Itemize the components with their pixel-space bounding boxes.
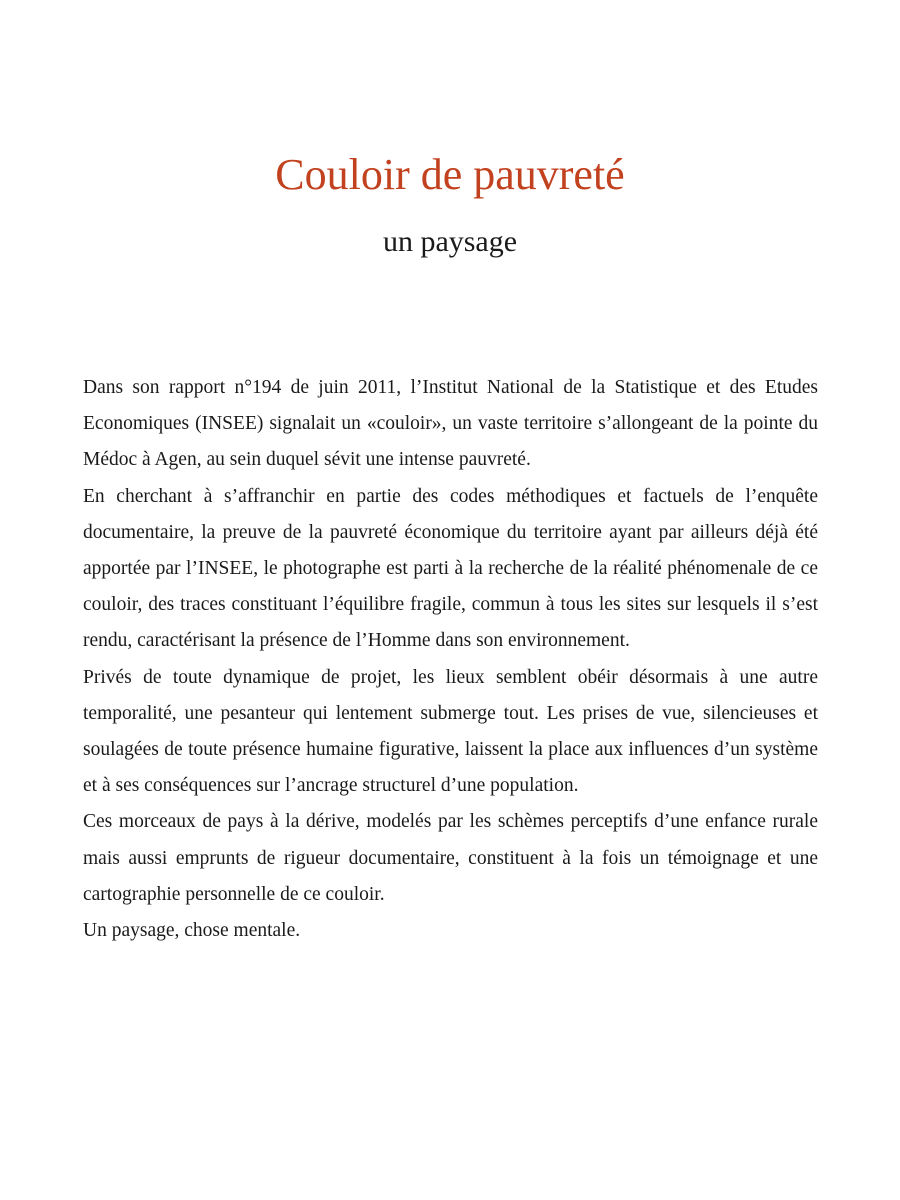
paragraph-2: En cherchant à s’affranchir en partie des codes méthodiques et factuels de l’enquête documentaire, la preuve de la pauvreté économique du territoire ayant par ailleurs déjà été apportée par l’INSEE, le photographe est parti à la recherche de la réalité phénomenale de ce couloir, des traces constituant l’équilibre fragile, commun à tous les sites sur lesquels il s’est rendu, caractérisant la présence de l’Homme dans son environnement.	[83, 485, 818, 652]
page-subtitle: un paysage	[382, 225, 518, 258]
body-text	[83, 370, 818, 949]
page-title: Couloir de pauvreté	[275, 150, 625, 199]
paragraph-3: Privés de toute dynamique de projet, les lieux semblent obéir désormais à une autre temporalité, une pesanteur qui lentement submerge tout. Les prises de vue, silencieuses et soulagées de toute présence humaine figurative, laissent la place aux influences d’un système et à ses conséquences sur l’ancrage structurel d’une population.	[83, 666, 818, 797]
paragraph-4: Ces morceaux de pays à la dérive, modelés par les schèmes perceptifs d’une enfance rurale mais aussi emprunts de rigueur documentaire, constituent à la fois un témoignage et une cartographie personnelle de ce couloir.	[83, 811, 818, 905]
paragraph-5: Un paysage, chose mentale.	[83, 920, 301, 942]
paragraph-1: Dans son rapport n°194 de juin 2011, l’Institut National de la Statistique et des Etudes Economiques (INSEE) signalait un «couloir», un vaste territoire s’allongeant de la pointe du Médoc à Agen, au sein duquel sévit une intense pauvreté.	[83, 377, 818, 471]
